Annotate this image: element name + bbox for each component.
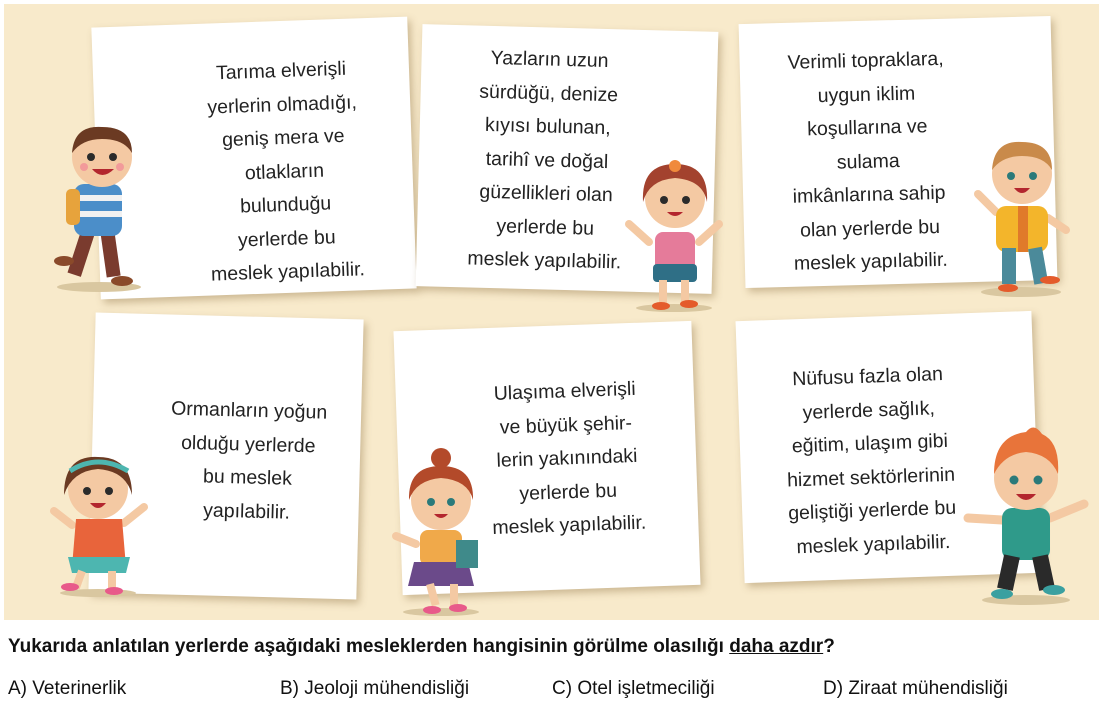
option-c[interactable]: C) Otel işletmeciliği xyxy=(552,678,715,699)
info-card-3-text: Verimli topraklara, uygun iklim koşullarına ve sulama imkânlarına sahip olan yerlerde bu meslek yapılabilir. xyxy=(787,47,949,275)
girl-jumping-illustration xyxy=(42,449,154,599)
boy-with-backpack-illustration xyxy=(44,119,144,294)
boy-cheering-illustration xyxy=(962,422,1090,607)
illustration-panel xyxy=(4,4,1099,620)
info-card-6-text: Nüfusu fazla olan yerlerde sağlık, eğitim, ulaşım gibi hizmet sektörlerinin geliştiği yerlerde bu meslek yapılabilir. xyxy=(786,363,957,558)
question-text xyxy=(8,636,835,658)
boy-waving-illustration xyxy=(966,134,1076,299)
option-b[interactable]: B) Jeoloji mühendisliği xyxy=(280,678,470,699)
girl-with-book-illustration xyxy=(386,444,496,619)
option-a[interactable]: A) Veterinerlik xyxy=(8,678,127,699)
option-d[interactable]: D) Ziraat mühendisliği xyxy=(823,678,1008,699)
question-emphasis: daha azdır xyxy=(729,636,824,657)
info-card-5-text: Ulaşıma elverişli ve büyük şehir- lerin yakınındaki yerlerde bu meslek yapılabilir. xyxy=(492,377,647,539)
girl-with-backpack-illustration xyxy=(619,154,729,314)
question-stem: Yukarıda anlatılan yerlerde aşağıdaki mesleklerden hangisinin görülme olasılığı xyxy=(8,636,730,657)
info-card-4-text: Ormanların yoğun olduğu yerlerde bu meslek yapılabilir. xyxy=(170,397,328,524)
info-card-1-text: Tarıma elverişli yerlerin olmadığı, geniş mera ve otlakların bulunduğu yerlerde bu meslek yapılabilir. xyxy=(207,57,366,286)
info-card-2-text: Yazların uzun sürdüğü, denize kıyısı bulunan, tarihî ve doğal güzellikleri olan yerlerde bu meslek yapılabilir. xyxy=(467,46,622,274)
question-mark: ? xyxy=(823,636,835,657)
